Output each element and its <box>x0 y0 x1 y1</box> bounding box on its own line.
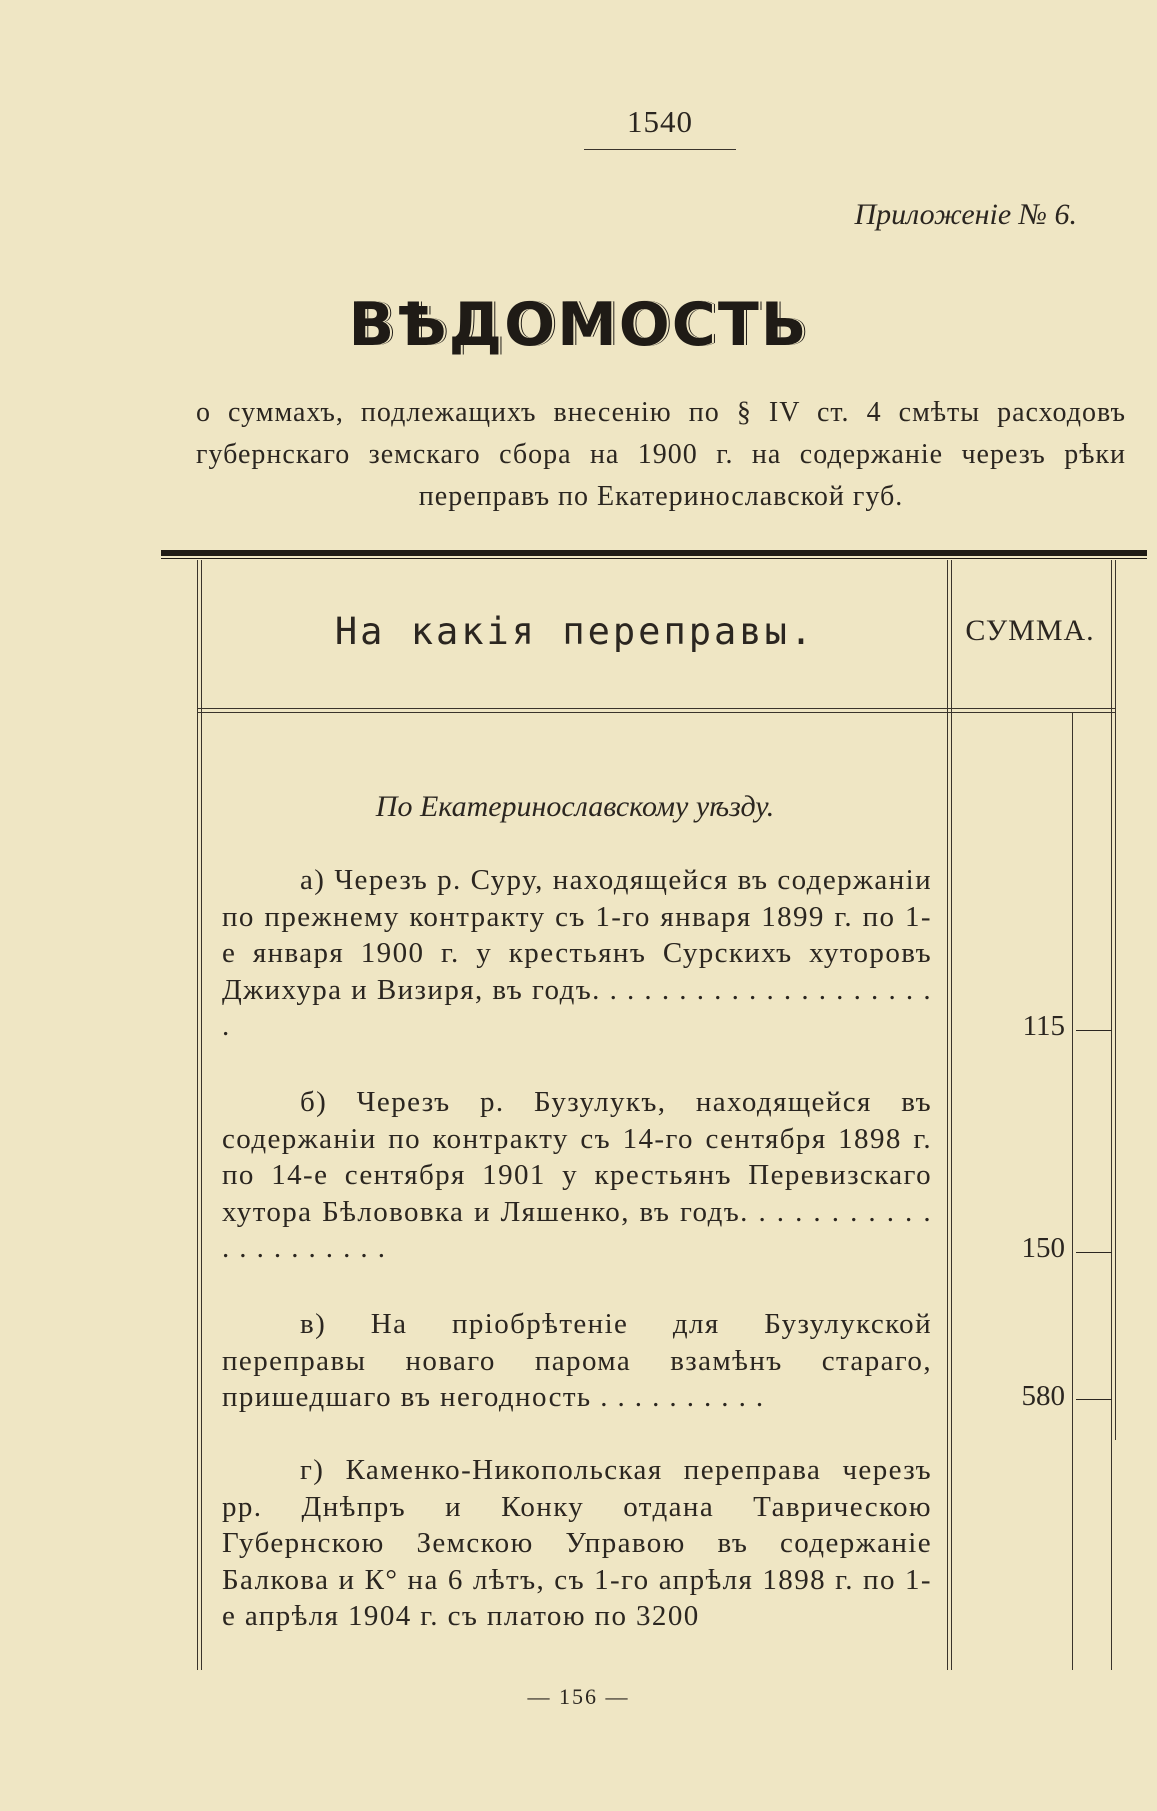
appendix-label: Приложенiе № 6. <box>854 198 1077 231</box>
entry-d-text: г) Каменко-Никопольская переправа черезъ рр. Днѣпръ и Конку отдана Таврическою Губернскою Земскою Управою въ содержанiе Балкова и К° на 6 лѣтъ, съ 1-го апрѣля 1898 г. по 1-е апрѣля 1904 г. съ платою по 3200 <box>222 1454 932 1632</box>
header-bottom-rule-2 <box>197 712 1115 713</box>
page-number: 1540 <box>627 104 693 139</box>
entry-a-amount: 115 <box>1022 1010 1065 1042</box>
page-footer: — 156 — <box>527 1684 630 1709</box>
table-top-rule-thin <box>161 558 1147 559</box>
page-number-rule <box>584 149 736 150</box>
district-heading: По Екатеринославскому уѣзду. <box>375 790 775 823</box>
sum-column-divider-inner <box>951 560 952 1670</box>
table-left-border-inner <box>201 560 202 1670</box>
column-header-crossings: На какiя переправы. <box>334 610 816 653</box>
entry-c-kopeck-dash <box>1076 1399 1112 1400</box>
document-subtitle: о суммахъ, подлежащихъ внесенiю по § IV ст. 4 смѣты расходовъ губернскаго земскаго сбора на 1900 г. на содержанiе черезъ рѣки переправъ по Екатеринославской губ. <box>196 397 1126 512</box>
table-right-border-outer <box>1115 560 1116 1440</box>
entry-b-text: б) Черезъ р. Бузулукъ, находящейся въ содержанiи по контракту съ 14-го сентября 1898 г. по 14-е сентября 1901 у крестьянъ Перевизскаго хутора Бѣлововка и Ляшенко, въ годъ. . . . . . . . . . . . . . . . . . . . . <box>222 1086 932 1264</box>
sum-kopeck-divider <box>1072 712 1073 1670</box>
header-bottom-rule <box>197 708 1115 709</box>
document-title: ВѢДОМОСТЬ <box>348 290 809 360</box>
table-top-rule <box>161 550 1147 556</box>
entry-c-text: в) На прiобрѣтенiе для Бузулукской переправы новаго парома взамѣнъ стараго, пришедшаго въ негодность . . . . . . . . . . <box>222 1308 932 1413</box>
entry-a-text: а) Черезъ р. Суру, находящейся въ содержанiи по прежнему контракту съ 1-го января 1899 г. по 1-е января 1900 г. у крестьянъ Сурскихъ хуторовъ Джихура и Визиря, въ годъ. . . . . . . . . . . . . . . . . . . . . <box>222 864 932 1042</box>
table-left-border <box>197 560 198 1670</box>
entry-a-kopeck-dash <box>1076 1030 1112 1031</box>
entry-b-amount: 150 <box>1021 1232 1065 1264</box>
entry-c-amount: 580 <box>1021 1380 1065 1412</box>
column-header-sum: СУММА. <box>965 614 1095 647</box>
table-right-border <box>1111 560 1112 1670</box>
entry-b-kopeck-dash <box>1076 1252 1112 1253</box>
sum-column-divider <box>947 560 948 1670</box>
